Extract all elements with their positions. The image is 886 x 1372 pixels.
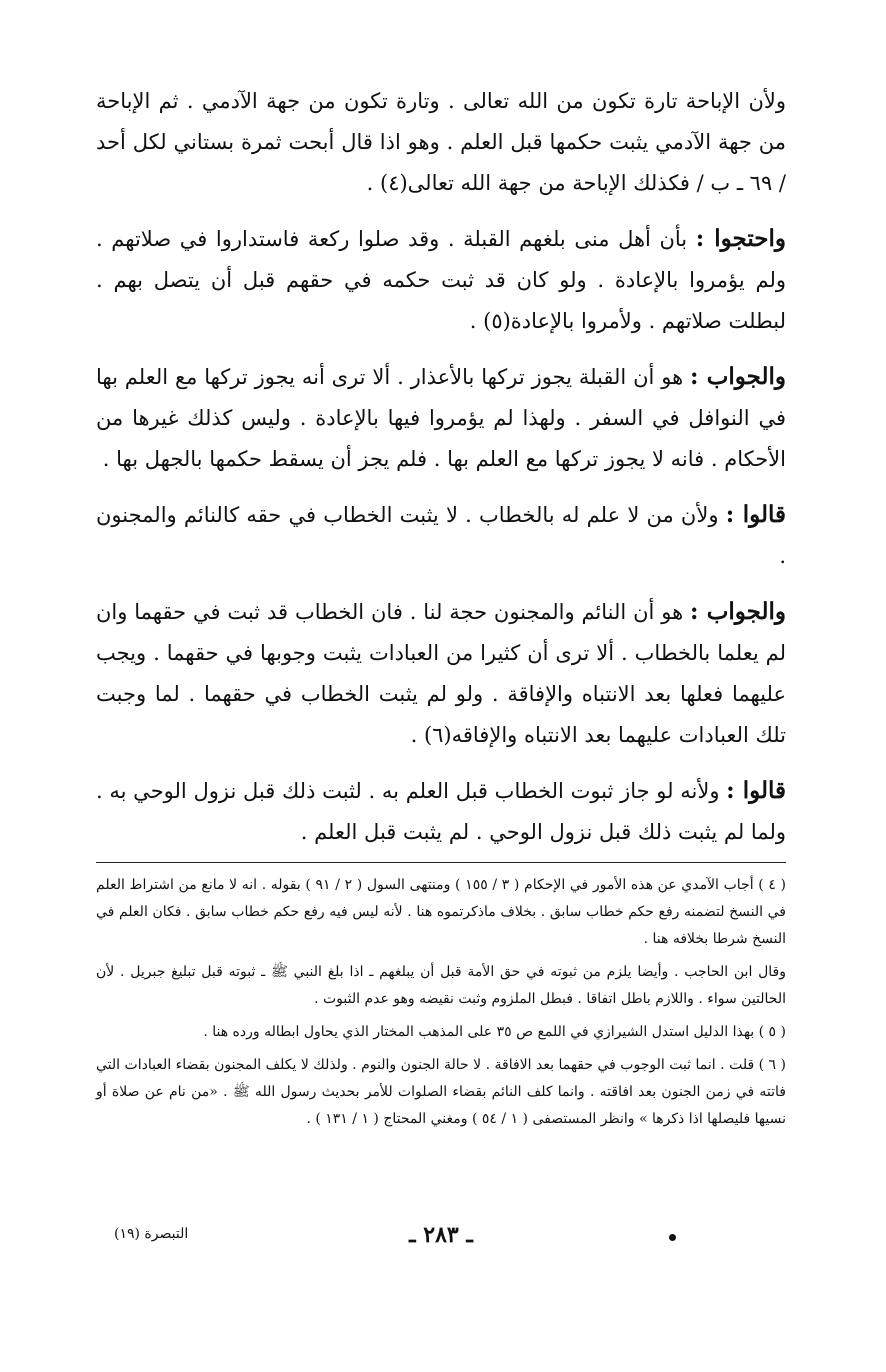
paragraph-text: ولأنه لو جاز ثبوت الخطاب قبل العلم به . لثبت ذلك قبل نزول الوحي به . ولما لم يثبت ذلك قبل نزول الوحي . لم يثبت قبل العلم .: [96, 779, 786, 844]
paragraph-lead: والجواب :: [690, 598, 786, 625]
printer-signature: التبصرة (١٩): [114, 1226, 189, 1242]
main-text: [96, 80, 786, 867]
page-footer: [96, 1222, 786, 1252]
footnote-5: ( ٥ ) بهذا الدليل استدل الشيرازي في اللمع ص ٣٥ على المذهب المختار الذي يحاول ابطاله ورده هنا .: [203, 1024, 786, 1040]
paragraph-lead: قالوا :: [725, 501, 786, 528]
paragraph-text: هو أن النائم والمجنون حجة لنا . فان الخطاب قد ثبت في حقهما وان لم يعلما بالخطاب . ألا ترى أن كثيرا من العبادات يثبت وجوبها في حقهما . ويجب عليهما فعلها بعد الانتباه والإفاقة . ولو لم يثبت الخطاب في حقهما . لما وجبت تلك العبادات عليهما بعد الانتباه والإفاقه(٦) .: [96, 600, 786, 747]
paragraph-3: [96, 356, 786, 480]
paragraph-lead: والجواب :: [690, 363, 786, 390]
page-number: ـ ٢٨٣ ـ: [409, 1222, 473, 1248]
paragraph-text: بأن أهل منى بلغهم القبلة . وقد صلوا ركعة فاستداروا في صلاتهم . ولم يؤمروا بالإعادة . ولو كان قد ثبت حكمه في حقهم قبل أن يتصل بهم . لبطلت صلاتهم . ولأمروا بالإعادة(٥) .: [96, 227, 786, 333]
paragraph-text: ولأن من لا علم له بالخطاب . لا يثبت الخطاب في حقه كالنائم والمجنون .: [96, 503, 786, 568]
paragraph-5: [96, 591, 786, 756]
paragraph-text: ولأن الإباحة تارة تكون من الله تعالى . وتارة تكون من جهة الآدمي . ثم الإباحة من جهة الآدمي يثبت حكمها قبل العلم . وهو اذا قال أبحت ثمرة بستاني لكل أحد / ٦٩ ـ ب / فكذلك الإباحة من جهة الله تعالى(٤) .: [96, 89, 786, 195]
paragraph-1: [96, 80, 786, 204]
paragraph-2: [96, 218, 786, 342]
paragraph-text: هو أن القبلة يجوز تركها بالأعذار . ألا ترى أنه يجوز تركها مع العلم بها في النوافل في السفر . ولهذا لم يؤمروا فيها بالإعادة . وليس كذلك غيرها من الأحكام . فانه لا يجوز تركها مع العلم بها . فلم يجز أن يسقط حكمها بالجهل بها .: [96, 365, 786, 471]
paragraph-lead: واحتجوا :: [695, 225, 786, 252]
footnote-divider: [96, 862, 786, 863]
paragraph-lead: قالوا :: [726, 777, 786, 804]
footnote-4: ( ٤ ) أجاب الآمدي عن هذه الأمور في الإحكام ( ٣ / ١٥٥ ) ومنتهى السول ( ٢ / ٩١ ) بقوله . انه لا مانع من اشتراط العلم في النسخ لتضمنه رفع حكم خطاب سابق . بخلاف ماذكرتموه هنا . لأنه ليس فيه رفع حكم خطاب سابق . فكان العلم في النسخ شرطا بخلافه هنا .: [96, 877, 786, 947]
paragraph-6: [96, 770, 786, 853]
footnote-6: ( ٦ ) قلت . انما ثبت الوجوب في حقهما بعد الافاقة . لا حالة الجنون والنوم . ولذلك لا يكلف المجنون بقضاء العبادات التي فاتته في زمن الجنون بعد افاقته . وانما كلف النائم بقضاء الصلوات للأمر بحديث رسول الله ﷺ . «من نام عن صلاة أو نسيها فليصلها اذا ذكرها » وانظر المستصفى ( ١ / ٥٤ ) ومغني المحتاج ( ١ / ١٣١ ) .: [96, 1057, 787, 1127]
footnotes: [96, 872, 786, 1139]
footnote-4-continued: وقال ابن الحاجب . وأيضا يلزم من ثبوته في حق الأمة قبل أن يبلغهم ـ اذا بلغ النبي ﷺ ـ ثبوته قبل تبليغ جبريل . لأن الحالتين سواء . واللازم باطل اتفاقا . فبطل الملزوم وثبت نقيضه وهو عدم الثبوت .: [96, 964, 786, 1007]
paragraph-4: [96, 494, 786, 577]
